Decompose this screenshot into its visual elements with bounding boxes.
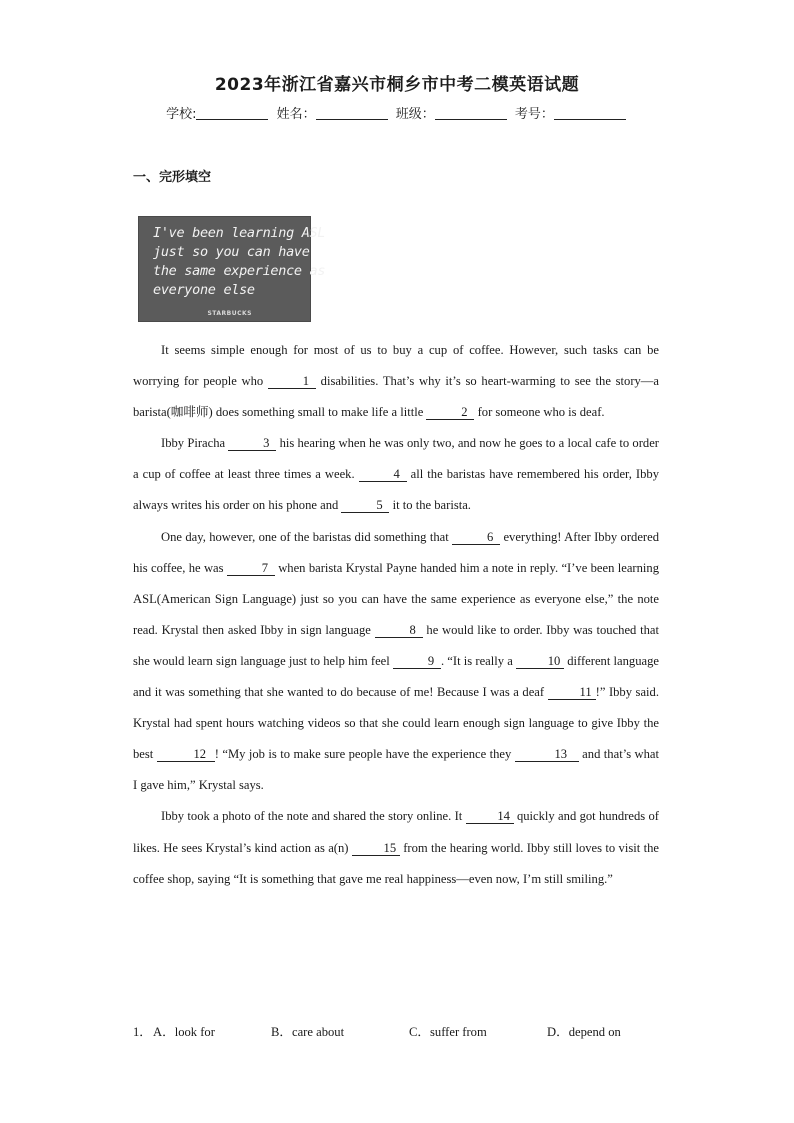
name-field: 姓名： <box>277 107 390 122</box>
school-field: 学校: <box>166 107 270 122</box>
blank-6[interactable]: 6 <box>452 530 500 545</box>
blank-1[interactable]: 1 <box>268 374 316 389</box>
blank-15[interactable]: 15 <box>352 841 400 856</box>
blank-11[interactable]: 11 <box>548 685 596 700</box>
blank-13[interactable]: 13 <box>515 747 579 762</box>
option-a[interactable]: A．look for <box>153 1025 215 1039</box>
class-blank[interactable] <box>435 107 507 120</box>
blank-4[interactable]: 4 <box>359 467 407 482</box>
note-line-2: just so you can have <box>153 244 310 260</box>
note-line-3: the same experience as <box>153 263 326 279</box>
blank-2[interactable]: 2 <box>426 405 474 420</box>
cloze-passage <box>133 335 659 895</box>
note-line-1: I've been learning ASL <box>153 225 326 241</box>
blank-14[interactable]: 14 <box>466 809 514 824</box>
paragraph-1: It seems simple enough for most of us to buy a cup of coffee. However, such tasks can be worrying for people who 1 disabilities. That’s why it’s so heart-warming to see the story—a barista(咖啡师) does something small to make life a little 2 for someone who is deaf. <box>133 343 659 420</box>
option-b[interactable]: B．care about <box>271 1025 345 1039</box>
exam-number-blank[interactable] <box>554 107 626 120</box>
student-info-line <box>0 103 794 122</box>
option-c[interactable]: C．suffer from <box>409 1025 487 1039</box>
blank-3[interactable]: 3 <box>228 436 276 451</box>
paragraph-4: Ibby took a photo of the note and shared the story online. It 14 quickly and got hundreds of likes. He sees Krystal’s kind action as a(n) 15 from the hearing world. Ibby still loves to visit the coffee shop, saying “It is something that gave me real happiness—even now, I’m still smiling.” <box>133 809 659 886</box>
note-photo <box>138 216 326 322</box>
note-line-4: everyone else <box>153 282 255 298</box>
paragraph-2: Ibby Piracha 3 his hearing when he was only two, and now he goes to a local cafe to order a cup of coffee at least three times a week. 4 all the baristas have remembered his order, Ibby always writes his order on his phone and 5 it to the barista. <box>133 436 659 513</box>
class-field: 班级： <box>396 107 509 122</box>
starbucks-logo-text: STARBUCKS <box>207 310 252 317</box>
document-title: 2023年浙江省嘉兴市桐乡市中考二模英语试题 <box>214 75 580 95</box>
blank-8[interactable]: 8 <box>375 623 423 638</box>
blank-10[interactable]: 10 <box>516 654 564 669</box>
school-blank[interactable] <box>196 107 268 120</box>
paragraph-3: One day, however, one of the baristas did something that 6 everything! After Ibby ordered his coffee, he was 7 when barista Krystal Payne handed him a note in reply. “I’ve been learning ASL(American Sign Language) just so you can have the same experience as everyone else,” the note read. Krystal then asked Ibby in sign language 8 he would like to order. Ibby was touched that she would learn sign language just to help him feel 9 . “It is really a 10 different language and it was something that she wanted to do because of me! Because I was a deaf 11 !” Ibby said. Krystal had spent hours watching videos so that she could learn enough sign language to give Ibby the best 12 ! “My job is to make sure people have the experience they 13 and that’s what I gave him,” Krystal says. <box>133 529 660 793</box>
blank-9[interactable]: 9 <box>393 654 441 669</box>
exam-number-field: 考号： <box>515 107 628 122</box>
blank-12[interactable]: 12 <box>157 747 215 762</box>
option-d[interactable]: D．depend on <box>547 1025 621 1039</box>
blank-5[interactable]: 5 <box>341 498 389 513</box>
blank-7[interactable]: 7 <box>227 561 275 576</box>
name-blank[interactable] <box>316 107 388 120</box>
section-heading: 一、完形填空 <box>133 170 212 185</box>
question-1-number: 1． <box>133 1025 152 1039</box>
